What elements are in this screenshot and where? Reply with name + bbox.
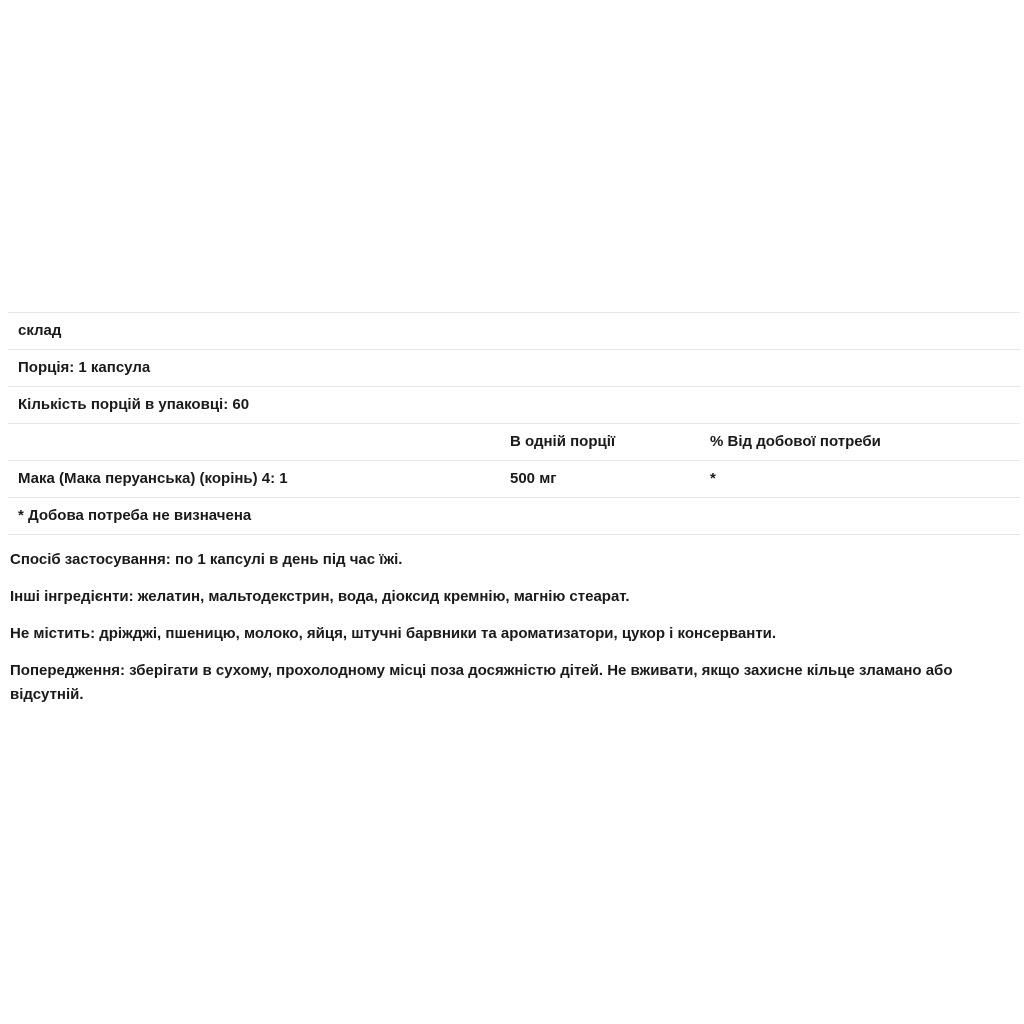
- ingredient-amount: 500 мг: [510, 470, 557, 487]
- table-header-row: [8, 424, 1020, 461]
- ingredient-daily-value: *: [710, 470, 716, 487]
- composition-heading: склад: [18, 322, 62, 339]
- free-from-list: Не містить: дріжджі, пшеницю, молоко, яйця, штучні барвники та ароматизатори, цукор і консерванти.: [10, 625, 777, 642]
- servings-per-container: Кількість порцій в упаковці: 60: [18, 396, 250, 413]
- warning-text: Попередження: зберігати в сухому, прохолодному місці поза досяжністю дітей. Не вживати, якщо захисне кільце зламано або відсутній.: [10, 662, 953, 703]
- table-row-servings-per-container: [8, 387, 1020, 424]
- table-row-heading: [8, 313, 1020, 350]
- ingredient-name: Мака (Мака перуанська) (корінь) 4: 1: [18, 470, 288, 487]
- column-header-daily-value: % Від добової потреби: [710, 433, 881, 450]
- product-notes: [10, 548, 1015, 720]
- supplement-facts-table: [8, 312, 1020, 535]
- table-row-footnote: [8, 498, 1020, 535]
- column-header-amount: В одній порції: [510, 433, 616, 450]
- table-row-serving-size: [8, 350, 1020, 387]
- other-ingredients: Інші інгредієнти: желатин, мальтодекстрин, вода, діоксид кремнію, магнію стеарат.: [10, 588, 630, 605]
- serving-size: Порція: 1 капсула: [18, 359, 151, 376]
- daily-value-footnote: * Добова потреба не визначена: [18, 507, 252, 524]
- usage-instructions: Спосіб застосування: по 1 капсулі в день під час їжі.: [10, 551, 403, 568]
- table-row-ingredient: [8, 461, 1020, 498]
